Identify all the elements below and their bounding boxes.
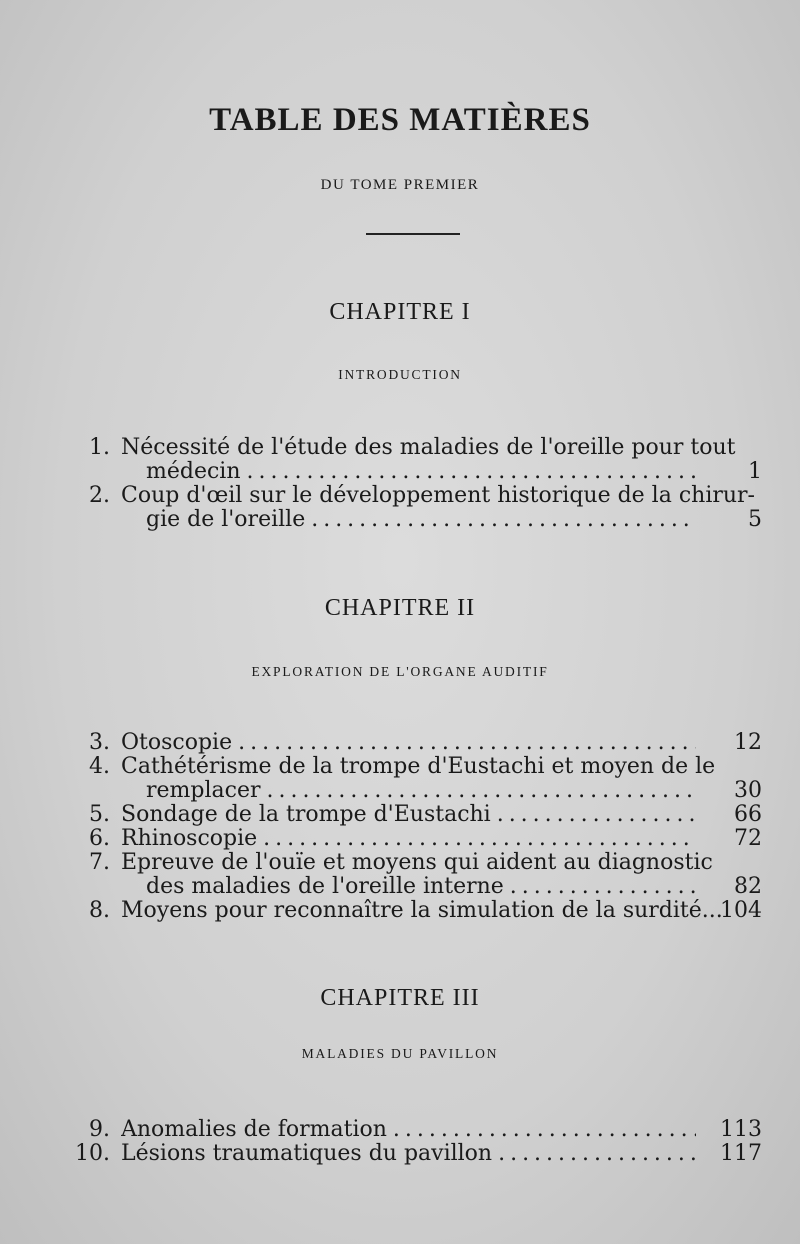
toc-entry	[0, 803, 800, 827]
chapter-3-entries	[0, 1118, 800, 1166]
entry-title-line: Cathétérisme de la trompe d'Eustachi et moyen de le	[121, 755, 716, 779]
entry-page-number: 66	[734, 803, 762, 827]
entry-page-number: 72	[734, 827, 762, 851]
toc-entry	[0, 484, 800, 532]
toc-entry	[0, 1142, 800, 1166]
toc-entry	[0, 755, 800, 803]
entry-title-line: gie de l'oreille . . .	[146, 508, 696, 532]
entry-number: 4.	[89, 755, 110, 779]
entry-number: 3.	[89, 731, 110, 755]
entry-page-number: 104	[720, 899, 762, 923]
entry-number: 1.	[89, 436, 110, 460]
chapter-1-heading: CHAPITRE I	[329, 299, 471, 325]
entry-number: 9.	[89, 1118, 110, 1142]
entry-title-line: Moyens pour reconnaître la simulation de la surdité...	[121, 899, 723, 923]
entry-title-line: Epreuve de l'ouïe et moyens qui aident au diagnostic	[121, 851, 713, 875]
toc-entry	[0, 1118, 800, 1142]
entry-title-line: Otoscopie . . .	[121, 731, 696, 755]
toc-entry	[0, 851, 800, 899]
chapter-1-subheading: INTRODUCTION	[338, 367, 462, 382]
entry-page-number: 82	[734, 875, 762, 899]
entry-title-line: remplacer . . .	[146, 779, 696, 803]
chapter-2-heading: CHAPITRE II	[324, 595, 476, 621]
entry-number: 7.	[89, 851, 110, 875]
entry-title-line: Nécessité de l'étude des maladies de l'oreille pour tout	[121, 436, 736, 460]
entry-number: 2.	[89, 484, 110, 508]
chapter-3-heading: CHAPITRE III	[320, 985, 480, 1011]
entry-title-line: Anomalies de formation . . .	[121, 1118, 696, 1142]
entry-page-number: 113	[720, 1118, 762, 1142]
entry-title-line: médecin . . .	[146, 460, 696, 484]
entry-title-line: Lésions traumatiques du pavillon . . .	[121, 1142, 696, 1166]
entry-title-line: Coup d'œil sur le développement historique de la chirur-	[121, 484, 755, 508]
entry-page-number: 5	[748, 508, 762, 532]
entry-title-line: des maladies de l'oreille interne . . .	[146, 875, 696, 899]
entry-title-line: Rhinoscopie . . .	[121, 827, 696, 851]
chapter-3-subheading: MALADIES DU PAVILLON	[301, 1046, 499, 1061]
title-divider	[366, 233, 460, 235]
entry-page-number: 117	[720, 1142, 762, 1166]
entry-number: 6.	[89, 827, 110, 851]
entry-title-line: Sondage de la trompe d'Eustachi . . .	[121, 803, 696, 827]
toc-entry	[0, 731, 800, 755]
entry-number: 5.	[89, 803, 110, 827]
toc-entry	[0, 827, 800, 851]
entry-page-number: 1	[748, 460, 762, 484]
entry-page-number: 30	[734, 779, 762, 803]
page-title: TABLE DES MATIÈRES	[209, 102, 591, 138]
entry-page-number: 12	[734, 731, 762, 755]
toc-entry	[0, 899, 800, 923]
toc-entry	[0, 436, 800, 484]
chapter-2-entries	[0, 731, 800, 923]
entry-number: 8.	[89, 899, 110, 923]
entry-number: 10.	[75, 1142, 110, 1166]
page-subtitle: DU TOME PREMIER	[320, 177, 480, 193]
chapter-2-subheading: EXPLORATION DE L'ORGANE AUDITIF	[251, 664, 549, 679]
chapter-1-entries	[0, 436, 800, 532]
